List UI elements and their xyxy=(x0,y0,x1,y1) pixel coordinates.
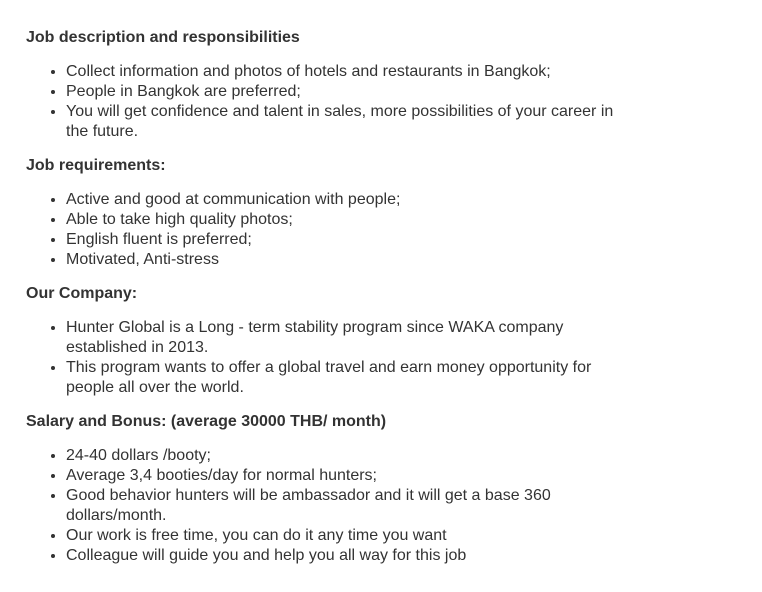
section-our-company xyxy=(26,284,616,398)
list-item: • Good behavior hunters will be ambassador and it will get a base 360 dollars/month. xyxy=(66,486,616,526)
list-item: • Able to take high quality photos; xyxy=(66,210,616,230)
section-heading: Salary and Bonus: (average 30000 THB/ month) xyxy=(26,413,387,430)
section-salary-bonus xyxy=(26,412,616,566)
section-job-description xyxy=(26,28,616,142)
list-item: • Our work is free time, you can do it any time you want xyxy=(66,526,616,546)
list-item: • Motivated, Anti-stress xyxy=(66,250,616,270)
bullet-list xyxy=(26,318,616,398)
bullet-list xyxy=(26,446,616,566)
section-heading: Job requirements: xyxy=(26,157,166,174)
bullet-list xyxy=(26,190,616,270)
list-item: • This program wants to offer a global travel and earn money opportunity for people all over the world. xyxy=(66,358,616,398)
list-item: • People in Bangkok are preferred; xyxy=(66,82,616,102)
list-item: • Collect information and photos of hotels and restaurants in Bangkok; xyxy=(66,62,616,82)
list-item: • English fluent is preferred; xyxy=(66,230,616,250)
section-heading: Our Company: xyxy=(26,285,138,302)
section-heading: Job description and responsibilities xyxy=(26,29,300,46)
list-item: • Colleague will guide you and help you all way for this job xyxy=(66,546,616,566)
list-item: • 24-40 dollars /booty; xyxy=(66,446,616,466)
list-item: • Hunter Global is a Long - term stability program since WAKA company established in 2013. xyxy=(66,318,616,358)
bullet-list xyxy=(26,62,616,142)
job-posting xyxy=(26,28,616,580)
list-item: • You will get confidence and talent in sales, more possibilities of your career in the future. xyxy=(66,102,616,142)
list-item: • Active and good at communication with people; xyxy=(66,190,616,210)
list-item: • Average 3,4 booties/day for normal hunters; xyxy=(66,466,616,486)
section-job-requirements xyxy=(26,156,616,270)
